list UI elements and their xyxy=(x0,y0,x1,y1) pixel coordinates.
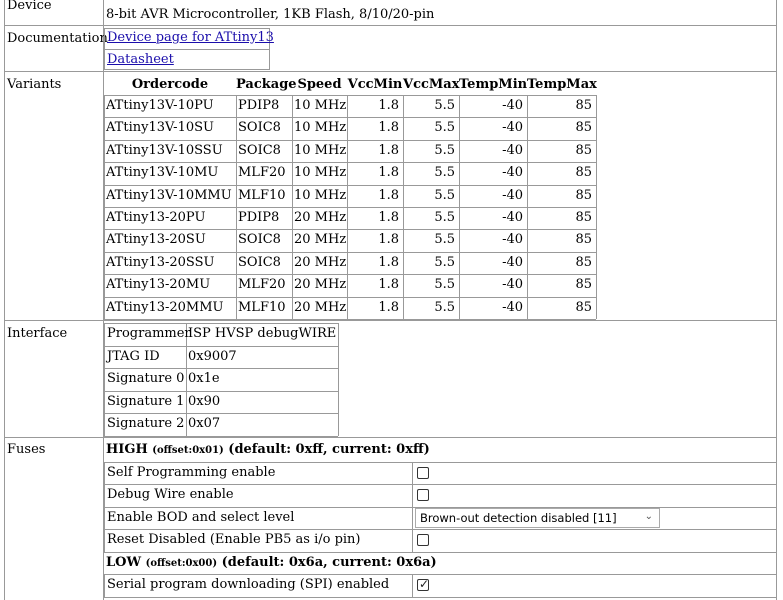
variants-cell: 1.8 xyxy=(378,142,399,158)
variants-cell: ATtiny13-20PU xyxy=(106,210,206,225)
variants-cell: ATtiny13V-10SSU xyxy=(106,142,223,158)
variants-column-header: Ordercode xyxy=(131,77,209,92)
interface-grid-line xyxy=(104,391,338,392)
variants-cell: ATtiny13-20MMU xyxy=(106,299,224,315)
variants-cell: 1.8 xyxy=(378,254,399,270)
row-divider xyxy=(4,71,777,72)
variants-grid-line xyxy=(596,95,597,319)
interface-grid-line xyxy=(104,323,105,436)
variants-cell: 85 xyxy=(575,142,592,158)
variants-cell: 1.8 xyxy=(378,210,399,225)
variants-grid-line xyxy=(104,207,596,208)
table-border-left xyxy=(4,0,5,600)
variants-cell: MLF10 xyxy=(238,299,286,315)
variants-cell: 20 MHz xyxy=(294,210,347,225)
variants-cell: -40 xyxy=(502,210,523,225)
interface-value: 0x90 xyxy=(188,393,221,409)
interface-label: Interface xyxy=(7,326,68,341)
high-fuse-select-value: Brown-out detection disabled [11] xyxy=(420,510,617,525)
high-fuse-checkbox[interactable] xyxy=(417,534,429,546)
variants-cell: 1.8 xyxy=(378,277,399,293)
low-fuse-summary: (default: 0x6a, current: 0x6a) xyxy=(217,554,437,570)
variants-cell: 10 MHz xyxy=(294,142,347,158)
variants-label: Variants xyxy=(7,77,62,92)
fuses-grid-line xyxy=(104,462,776,463)
variants-cell: PDIP8 xyxy=(238,210,280,225)
high-fuse-select[interactable] xyxy=(415,508,660,528)
variants-cell: 10 MHz xyxy=(294,187,347,203)
device-label: Device xyxy=(7,0,52,13)
interface-grid-line xyxy=(104,323,338,324)
variants-cell: MLF20 xyxy=(238,165,286,181)
variants-grid-line xyxy=(104,274,596,275)
variants-cell: 5.5 xyxy=(434,187,455,203)
variants-cell: 5.5 xyxy=(434,299,455,315)
variants-cell: -40 xyxy=(502,299,523,315)
variants-cell: ATtiny13-20SU xyxy=(106,232,206,248)
variants-cell: 10 MHz xyxy=(294,120,347,136)
interface-key: Signature 2 xyxy=(107,416,185,432)
fuses-grid-line xyxy=(104,574,776,575)
high-fuse-option-label: Debug Wire enable xyxy=(107,487,234,502)
variants-cell: 10 MHz xyxy=(294,165,347,181)
fuses-grid-line xyxy=(104,462,105,485)
check-icon: ✓ xyxy=(419,577,430,591)
interface-grid-line xyxy=(104,368,338,369)
variants-grid-line xyxy=(104,95,596,96)
variants-cell: 85 xyxy=(575,277,592,293)
variants-cell: 5.5 xyxy=(434,254,455,270)
low-fuse-checkbox[interactable] xyxy=(417,579,429,591)
variants-column-header: TempMax xyxy=(527,77,597,92)
fuses-grid-line xyxy=(104,529,776,530)
variants-grid-line xyxy=(104,252,596,253)
variants-grid-line xyxy=(104,162,596,163)
row-divider xyxy=(4,437,777,438)
variants-cell: 85 xyxy=(575,210,592,225)
variants-column-header: TempMin xyxy=(459,77,528,92)
variants-grid-line xyxy=(104,140,596,141)
variants-grid-line xyxy=(104,229,596,230)
high-fuse-offset: (offset:0x01) xyxy=(152,445,224,456)
interface-value: 0x07 xyxy=(188,416,221,432)
fuses-grid-line xyxy=(104,529,105,552)
datasheet-link[interactable]: Datasheet xyxy=(107,52,174,67)
device-description: 8-bit AVR Microcontroller, 1KB Flash, 8/10/20-pin xyxy=(106,7,435,22)
fuses-grid-line xyxy=(104,574,105,597)
variants-cell: -40 xyxy=(502,187,523,203)
interface-key: Signature 0 xyxy=(107,371,185,387)
high-fuse-checkbox[interactable] xyxy=(417,467,429,479)
variants-cell: 20 MHz xyxy=(294,254,347,270)
variants-cell: 5.5 xyxy=(434,232,455,248)
variants-cell: SOIC8 xyxy=(238,142,281,158)
variants-cell: 5.5 xyxy=(434,142,455,158)
row-divider xyxy=(4,320,777,321)
variants-cell: ATtiny13V-10SU xyxy=(106,120,214,136)
variants-cell: 85 xyxy=(575,232,592,248)
high-fuse-header xyxy=(106,442,430,457)
high-fuse-option-label: Reset Disabled (Enable PB5 as i/o pin) xyxy=(107,532,361,547)
interface-value: ISP HVSP debugWIRE xyxy=(188,326,337,341)
doc-divider xyxy=(104,49,270,50)
variants-cell: ATtiny13-20MU xyxy=(106,277,211,293)
variants-cell: ATtiny13V-10MU xyxy=(106,165,219,181)
fuses-grid-line xyxy=(104,484,105,507)
low-fuse-option-label: Serial program downloading (SPI) enabled xyxy=(107,577,390,592)
fuses-grid-line xyxy=(412,529,413,552)
variants-cell: 1.8 xyxy=(378,165,399,181)
variants-grid-line xyxy=(236,95,237,319)
variants-cell: SOIC8 xyxy=(238,120,281,136)
high-fuse-checkbox[interactable] xyxy=(417,489,429,501)
row-divider xyxy=(4,25,777,26)
variants-cell: 85 xyxy=(575,98,592,113)
high-fuse-option-label: Self Programming enable xyxy=(107,464,276,480)
fuses-grid-line xyxy=(104,484,776,485)
interface-key: Signature 1 xyxy=(107,393,185,409)
interface-key: JTAG ID xyxy=(107,348,160,364)
fuses-grid-line xyxy=(412,484,413,507)
variants-cell: 20 MHz xyxy=(294,299,347,315)
variants-cell: -40 xyxy=(502,98,523,113)
fuses-grid-line xyxy=(412,574,413,597)
interface-grid-line xyxy=(104,413,338,414)
interface-value: 0x9007 xyxy=(188,348,237,364)
high-fuse-name: HIGH xyxy=(106,442,153,457)
variants-cell: 1.8 xyxy=(378,232,399,248)
variants-column-header: Speed xyxy=(297,77,342,92)
fuses-grid-line xyxy=(412,462,413,485)
table-border-right xyxy=(776,0,777,600)
high-fuse-summary: (default: 0xff, current: 0xff) xyxy=(223,442,430,457)
variants-cell: 1.8 xyxy=(378,299,399,315)
variants-column-header: Package xyxy=(236,77,297,92)
interface-value: 0x1e xyxy=(188,371,220,387)
low-fuse-offset: (offset:0x00) xyxy=(145,557,218,569)
device-page-link[interactable]: Device page for ATtiny13 xyxy=(107,30,274,45)
variants-cell: 85 xyxy=(575,299,592,315)
variants-cell: -40 xyxy=(502,277,523,293)
variants-cell: MLF20 xyxy=(238,277,286,293)
variants-cell: SOIC8 xyxy=(238,254,281,270)
variants-cell: -40 xyxy=(502,165,523,181)
interface-grid-line xyxy=(104,346,338,347)
low-fuse-header xyxy=(106,555,437,570)
variants-grid-line xyxy=(104,319,596,320)
variants-cell: -40 xyxy=(502,232,523,248)
fuses-grid-line xyxy=(412,507,413,530)
variants-grid-line xyxy=(104,95,105,319)
variants-grid-line xyxy=(104,297,596,298)
variants-grid-line xyxy=(104,117,596,118)
variants-cell: ATtiny13V-10MMU xyxy=(106,187,232,203)
fuses-grid-line xyxy=(104,552,776,553)
variants-grid-line xyxy=(104,185,596,186)
variants-cell: 85 xyxy=(575,254,592,270)
variants-cell: 85 xyxy=(575,165,592,181)
variants-cell: PDIP8 xyxy=(238,98,280,113)
variants-cell: 1.8 xyxy=(378,98,399,113)
variants-cell: MLF10 xyxy=(238,187,286,203)
high-fuse-option-label: Enable BOD and select level xyxy=(107,509,295,525)
variants-cell: 20 MHz xyxy=(294,232,347,248)
fuses-grid-line xyxy=(104,597,776,598)
interface-grid-line xyxy=(338,323,339,436)
variants-cell: 1.8 xyxy=(378,120,399,136)
variants-cell: -40 xyxy=(502,142,523,158)
interface-key: Programmer xyxy=(107,326,191,341)
fuses-label: Fuses xyxy=(7,442,46,457)
variants-cell: ATtiny13-20SSU xyxy=(106,254,215,270)
variants-cell: 5.5 xyxy=(434,165,455,181)
documentation-label: Documentation xyxy=(7,31,108,46)
variants-cell: 10 MHz xyxy=(294,98,347,113)
interface-grid-line xyxy=(104,436,338,437)
fuses-grid-line xyxy=(104,507,105,530)
variants-column-header: VccMax xyxy=(403,77,460,92)
variants-cell: 1.8 xyxy=(378,187,399,203)
variants-column-header: VccMin xyxy=(347,77,403,92)
variants-cell: 5.5 xyxy=(434,98,455,113)
variants-cell: -40 xyxy=(502,120,523,136)
variants-grid-line xyxy=(292,95,293,319)
variants-cell: 5.5 xyxy=(434,120,455,136)
variants-cell: 85 xyxy=(575,120,592,136)
low-fuse-name: LOW xyxy=(106,554,146,570)
variants-cell: -40 xyxy=(502,254,523,270)
variants-cell: 85 xyxy=(575,187,592,203)
variants-cell: 5.5 xyxy=(434,210,455,225)
variants-cell: 20 MHz xyxy=(294,277,347,293)
chevron-down-icon: ⌄ xyxy=(644,510,653,522)
variants-cell: 5.5 xyxy=(434,277,455,293)
variants-cell: ATtiny13V-10PU xyxy=(106,98,214,113)
variants-cell: SOIC8 xyxy=(238,232,281,248)
